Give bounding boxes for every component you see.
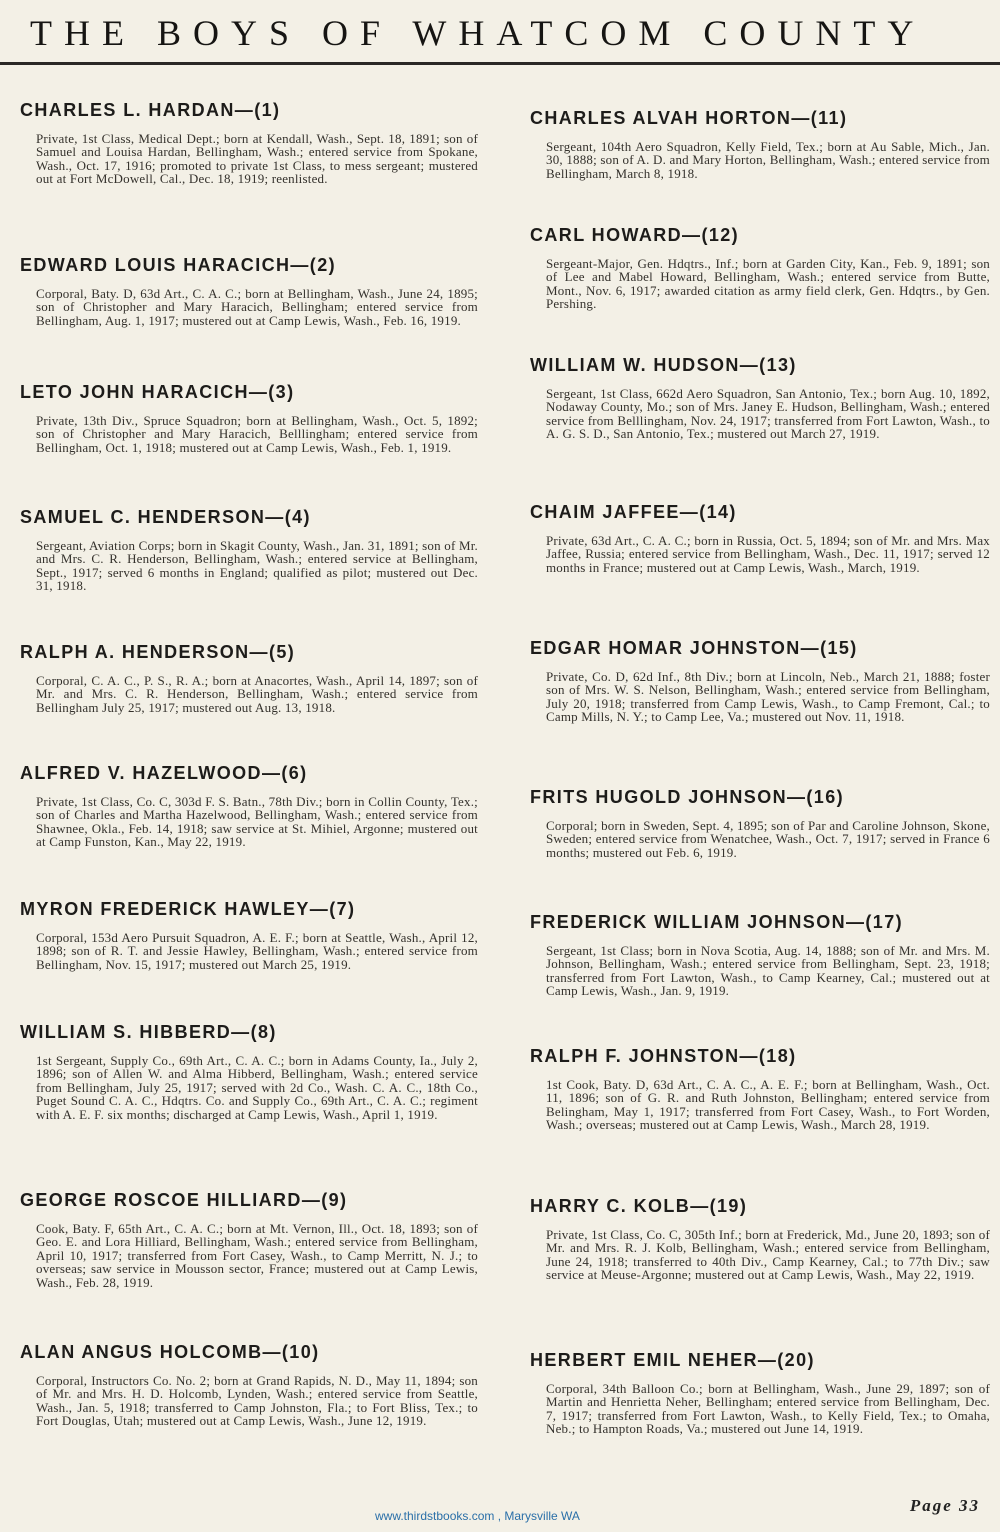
entry-13 (530, 355, 990, 441)
entry-name: WILLIAM S. HIBBERD—(8) (20, 1022, 277, 1042)
entry-name: CHARLES L. HARDAN—(1) (20, 100, 281, 120)
entry-11 (530, 108, 990, 180)
entry-20 (530, 1350, 990, 1436)
entry-text: Sergeant, 1st Class, 662d Aero Squadron, San Antonio, Tex.; born Aug. 10, 1892, Nodaway County, Mo.; son of Mrs. Janey E. Hudson, Bellingham, Wash.; entered service from Belllingham, Nov. 24, 1917; transferred from Fort Lawton, Wash., to A. G. S. D., San Antonio, Tex.; mustered out March 27, 1919. (546, 386, 990, 442)
entry-name: WILLIAM W. HUDSON—(13) (530, 355, 797, 375)
entry-18 (530, 1046, 990, 1132)
entry-1 (20, 100, 478, 186)
entry-name: EDWARD LOUIS HARACICH—(2) (20, 255, 336, 275)
header-rule (0, 62, 1000, 65)
entry-name: FREDERICK WILLIAM JOHNSON—(17) (530, 912, 904, 932)
entry-text: Sergeant, 1st Class; born in Nova Scotia, Aug. 14, 1888; son of Mr. and Mrs. M. Johnson, Bellingham, Wash.; entered service from Bellingham, Sept. 23, 1918; transferred from Fort Lawton, Wash., to Camp Kearney, Cal.; mustered out at Camp Lewis, Wash., Jan. 9, 1919. (546, 943, 990, 999)
entry-text: 1st Sergeant, Supply Co., 69th Art., C. A. C.; born in Adams County, Ia., July 2, 1896; son of Allen W. and Alma Hibberd, Bellingham, Wash.; entered service from Bellingham, July 25, 1917; served with 2d Co., Wash. C. A. C., 18th Co., Puget Sound C. A. C., Hdqtrs. Co. and Supply Co., 69th Art., C. A. C.; regiment with A. E. F. six months; discharged at Camp Lewis, Wash., April 1, 1919. (36, 1053, 478, 1122)
entry-name: MYRON FREDERICK HAWLEY—(7) (20, 899, 356, 919)
entry-name: ALFRED V. HAZELWOOD—(6) (20, 763, 308, 783)
entry-name: HARRY C. KOLB—(19) (530, 1196, 748, 1216)
entry-text: Private, 1st Class, Co. C, 303d F. S. Batn., 78th Div.; born in Collin County, Tex.; son of Charles and Martha Hazelwood, Bellingham, Wash.; entered service from Shawnee, Okla., Feb. 14, 1918; saw service at St. Mihiel, Argonne; mustered out at Camp Funston, Kan., May 22, 1919. (36, 794, 478, 850)
entry-text: Corporal; born in Sweden, Sept. 4, 1895; son of Par and Caroline Johnson, Skone, Sweden; entered service from Wenatchee, Wash., Oct. 7, 1917; served in France 6 months; mustered out Feb. 6, 1919. (546, 818, 990, 860)
entry-text: Private, 63d Art., C. A. C.; born in Russia, Oct. 5, 1894; son of Mr. and Mrs. Max Jaffee, Russia; entered service from Bellingham, Wash., Dec. 11, 1917; served 12 months in France; mustered out at Camp Lewis, Wash., March, 1919. (546, 533, 990, 575)
entry-16 (530, 787, 990, 859)
entry-text: Private, 1st Class, Medical Dept.; born at Kendall, Wash., Sept. 18, 1891; son of Samuel and Louisa Hardan, Bellingham, Wash.; entered service from Spokane, Wash., Oct. 17, 1916; promoted to private 1st Class, to mess sergeant; mustered out at Fort McDowell, Cal., Dec. 18, 1919; reenlisted. (36, 131, 478, 187)
entry-text: Private, 1st Class, Co. C, 305th Inf.; born at Frederick, Md., June 20, 1893; son of Mr. and Mrs. R. J. Kolb, Bellingham, Wash.; entered service from Bellingham, June 24, 1918; transferred to 40th Div., Camp Kearney, Cal.; to 77th Div.; saw service at Meuse-Argonne; mustered out at Camp Lewis, Wash., May 22, 1919. (546, 1227, 990, 1283)
entry-text: Corporal, 34th Balloon Co.; born at Bellingham, Wash., June 29, 1897; son of Martin and Henrietta Neher, Bellingham; entered service from Bellingham, Dec. 7, 1917; transferred from Fort Lawton, Wash., to Kelly Field, Tex.; to Omaha, Neb.; to Hampton Roads, Va.; mustered out June 14, 1919. (546, 1381, 990, 1437)
entry-name: GEORGE ROSCOE HILLIARD—(9) (20, 1190, 348, 1210)
entry-14 (530, 502, 990, 574)
entry-text: Sergeant, Aviation Corps; born in Skagit County, Wash., Jan. 31, 1891; son of Mr. and Mrs. C. R. Henderson, Bellingham, Wash.; entered service at Bellingham, Sept., 1917; served 6 months in England; qualified as pilot; mustered out Dec. 31, 1918. (36, 538, 478, 594)
page-number: Page 33 (909, 1496, 980, 1515)
entry-name: HERBERT EMIL NEHER—(20) (530, 1350, 815, 1370)
entry-name: EDGAR HOMAR JOHNSTON—(15) (530, 638, 858, 658)
page-title: THE BOYS OF WHATCOM COUNTY (30, 13, 926, 53)
entry-name: SAMUEL C. HENDERSON—(4) (20, 507, 311, 527)
entry-text: Corporal, 153d Aero Pursuit Squadron, A. E. F.; born at Seattle, Wash., April 12, 1898; son of R. T. and Jessie Hawley, Bellingham, Wash.; entered service from Bellingham, Nov. 15, 1917; mustered out March 25, 1919. (36, 930, 478, 972)
entry-text: Sergeant, 104th Aero Squadron, Kelly Field, Tex.; born at Au Sable, Mich., Jan. 30, 1888; son of A. D. and Mary Horton, Bellingham, Wash.; entered service from Bellingham, March 8, 1918. (546, 139, 990, 181)
entry-text: Private, Co. D, 62d Inf., 8th Div.; born at Lincoln, Neb., March 21, 1888; foster son of Mrs. W. S. Nelson, Bellingham, Wash.; entered service from Bellingham, July 20, 1918; transferred from Camp Lewis, Wash., to Camp Fremont, Cal.; to Camp Mills, N. Y.; to Camp Lee, Va.; mustered out Nov. 11, 1918. (546, 669, 990, 725)
entry-name: CHARLES ALVAH HORTON—(11) (530, 108, 848, 128)
entry-19 (530, 1196, 990, 1282)
entry-name: ALAN ANGUS HOLCOMB—(10) (20, 1342, 320, 1362)
entry-9 (20, 1190, 478, 1289)
entry-text: Private, 13th Div., Spruce Squadron; born at Bellingham, Wash., Oct. 5, 1892; son of Christopher and Mary Haracich, Belllingham; entered service from Bellingham, Oct. 1, 1918; mustered out at Camp Lewis, Wash., Feb. 1, 1919. (36, 413, 478, 455)
entry-text: Corporal, Instructors Co. No. 2; born at Grand Rapids, N. D., May 11, 1894; son of Mr. and Mrs. H. D. Holcomb, Lynden, Wash.; entered service from Seattle, Wash., Jan. 5, 1918; transferred to Camp Johnston, Fla.; to Fort Bliss, Tex.; to Fort Douglas, Utah; mustered out at Camp Lewis, Wash., June 12, 1919. (36, 1373, 478, 1429)
entry-name: LETO JOHN HARACICH—(3) (20, 382, 295, 402)
entry-6 (20, 763, 478, 849)
entry-4 (20, 507, 478, 593)
entry-17 (530, 912, 990, 998)
entry-name: CARL HOWARD—(12) (530, 225, 740, 245)
entry-7 (20, 899, 478, 971)
entry-text: Cook, Baty. F, 65th Art., C. A. C.; born at Mt. Vernon, Ill., Oct. 18, 1893; son of Geo. E. and Lora Hilliard, Bellingham, Wash.; entered service from Bellingham, April 10, 1917; transferred from Fort Casey, Wash., to Camp Merritt, N. J.; to overseas; saw service in Mousson sector, France; mustered out at Camp Lewis, Wash., Feb. 28, 1919. (36, 1221, 478, 1290)
entry-text: Corporal, Baty. D, 63d Art., C. A. C.; born at Bellingham, Wash., June 24, 1895; son of Christopher and Mary Haracich, Bellingham; entered service from Bellingham, Aug. 1, 1917; mustered out at Camp Lewis, Wash., Feb. 16, 1919. (36, 286, 478, 328)
entry-name: RALPH A. HENDERSON—(5) (20, 642, 296, 662)
entry-name: FRITS HUGOLD JOHNSON—(16) (530, 787, 845, 807)
entry-12 (530, 225, 990, 311)
entry-text: Sergeant-Major, Gen. Hdqtrs., Inf.; born at Garden City, Kan., Feb. 9, 1891; son of Lee and Mabel Howard, Bellingham, Wash.; entered service from Butte, Mont., Nov. 6, 1917; awarded citation as army field clerk, Gen. Hdqtrs., by Gen. Pershing. (546, 256, 990, 312)
entry-15 (530, 638, 990, 724)
entry-name: RALPH F. JOHNSTON—(18) (530, 1046, 797, 1066)
entry-5 (20, 642, 478, 714)
entry-3 (20, 382, 478, 454)
entry-text: 1st Cook, Baty. D, 63d Art., C. A. C., A. E. F.; born at Bellingham, Wash., Oct. 11, 1896; son of G. R. and Ruth Johnston, Bellingham; entered service from Belingham, May 1, 1917; transferred from Fort Casey, Wash., to Fort Worden, Wash.; overseas; mustered out at Camp Lewis, Wash., March 28, 1919. (546, 1077, 990, 1133)
entry-2 (20, 255, 478, 327)
entry-8 (20, 1022, 478, 1121)
entry-text: Corporal, C. A. C., P. S., R. A.; born at Anacortes, Wash., April 14, 1897; son of Mr. and Mrs. C. R. Henderson, Bellingham, Wash.; entered service from Bellingham July 25, 1917; mustered out Aug. 13, 1918. (36, 673, 478, 715)
entry-name: CHAIM JAFFEE—(14) (530, 502, 737, 522)
credit-watermark: www.thirdstbooks.com , Marysville WA (375, 1509, 580, 1523)
entry-10 (20, 1342, 478, 1428)
